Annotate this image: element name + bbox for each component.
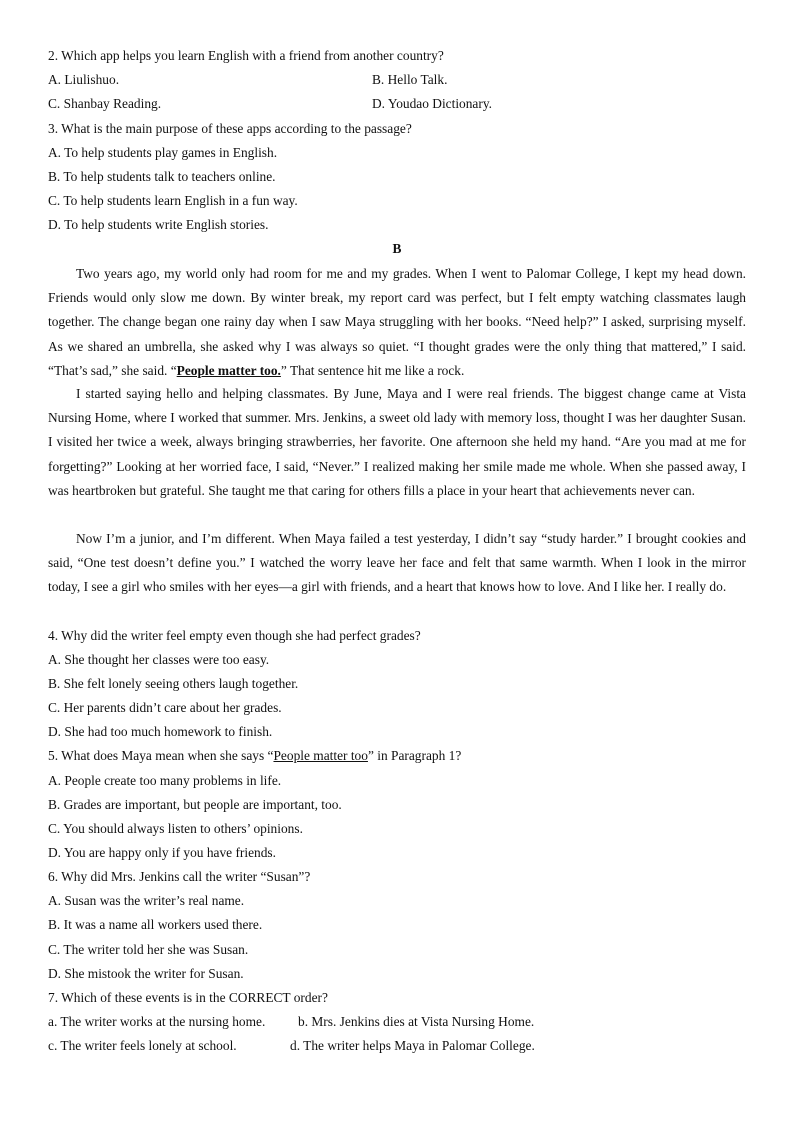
q6-option-d: D. She mistook the writer for Susan.: [48, 966, 244, 981]
q2-option-a: A. Liulishuo.: [48, 72, 120, 87]
q2-option-b: B. Hello Talk.: [372, 72, 448, 87]
q5-option-d: D. You are happy only if you have friends.: [48, 845, 276, 860]
section-b-heading: B: [392, 241, 402, 256]
q3-option-c: C. To help students learn English in a fun way.: [48, 193, 298, 208]
q7-event-b: b. Mrs. Jenkins dies at Vista Nursing Home.: [298, 1014, 535, 1029]
q4-option-b: B. She felt lonely seeing others laugh together.: [48, 676, 299, 691]
q6-option-c: C. The writer told her she was Susan.: [48, 942, 249, 957]
question-3: 3. What is the main purpose of these apps according to the passage?: [48, 121, 412, 136]
passage-paragraph-1: [48, 262, 746, 383]
question-5: [48, 747, 461, 765]
question-2: 2. Which app helps you learn English with a friend from another country?: [48, 48, 444, 63]
q3-option-a: A. To help students play games in English.: [48, 145, 278, 160]
q2-option-d: D. Youdao Dictionary.: [372, 96, 493, 111]
question-7: 7. Which of these events is in the CORRECT order?: [48, 990, 328, 1005]
q4-option-c: C. Her parents didn’t care about her grades.: [48, 700, 282, 715]
q5-option-a: A. People create too many problems in life.: [48, 773, 282, 788]
q5-question-pre: 5. What does Maya mean when she says “: [48, 748, 274, 763]
q5-option-b: B. Grades are important, but people are important, too.: [48, 797, 342, 812]
q2-option-c: C. Shanbay Reading.: [48, 96, 162, 111]
question-4: 4. Why did the writer feel empty even though she had perfect grades?: [48, 628, 421, 643]
p1-text-a: Two years ago, my world only had room for me and my grades. When I went to Palomar College, I kept my head down. Friends would only slow me down. By winter break, my report card was perfect, but I felt empty watching classmates laugh together. The change began one rainy day when I saw Maya struggling with her books. “Need help?” I asked, surprising myself. As we shared an umbrella, she asked why I was always so quiet. “I thought grades were the only thing that mattered,” I said. “That’s sad,” she said. “: [48, 266, 746, 378]
q4-option-d: D. She had too much homework to finish.: [48, 724, 273, 739]
passage-paragraph-2: I started saying hello and helping classmates. By June, Maya and I were real friends. The biggest change came at Vista Nursing Home, where I worked that summer. Mrs. Jenkins, a sweet old lady with memory loss, thought I was her daughter Susan. I visited her twice a week, always bringing strawberries, her favorite. One afternoon she held my hand. “Are you mad at me for forgetting?” Looking at her worried face, I said, “Never.” I realized making her smile made me whole. When she passed away, I was heartbroken but grateful. She taught me that caring for others fills a place in your heart that achievements never can.: [48, 386, 746, 498]
q6-option-a: A. Susan was the writer’s real name.: [48, 893, 245, 908]
p1-text-b: ” That sentence hit me like a rock.: [280, 362, 465, 378]
q4-option-a: A. She thought her classes were too easy.: [48, 652, 270, 667]
question-6: 6. Why did Mrs. Jenkins call the writer “Susan”?: [48, 869, 311, 884]
q7-event-d: d. The writer helps Maya in Palomar College.: [290, 1038, 535, 1053]
q7-event-a: a. The writer works at the nursing home.: [48, 1014, 266, 1029]
q5-question-post: ” in Paragraph 1?: [367, 748, 462, 763]
p1-bold-quote: People matter too.: [176, 362, 281, 378]
q5-underlined-quote: People matter too: [273, 748, 368, 763]
q3-option-d: D. To help students write English stories.: [48, 217, 269, 232]
q6-option-b: B. It was a name all workers used there.: [48, 917, 263, 932]
q3-option-b: B. To help students talk to teachers online.: [48, 169, 276, 184]
q5-option-c: C. You should always listen to others’ opinions.: [48, 821, 303, 836]
passage-paragraph-3: Now I’m a junior, and I’m different. When Maya failed a test yesterday, I didn’t say “study harder.” I brought cookies and said, “One test doesn’t define you.” I watched the worry leave her face and felt that same warmth. When I look in the mirror today, I see a girl who smiles with her eyes—a girl with friends, and a heart that knows how to love. And I like her. I really do.: [48, 531, 746, 595]
q7-event-c: c. The writer feels lonely at school.: [48, 1038, 237, 1053]
